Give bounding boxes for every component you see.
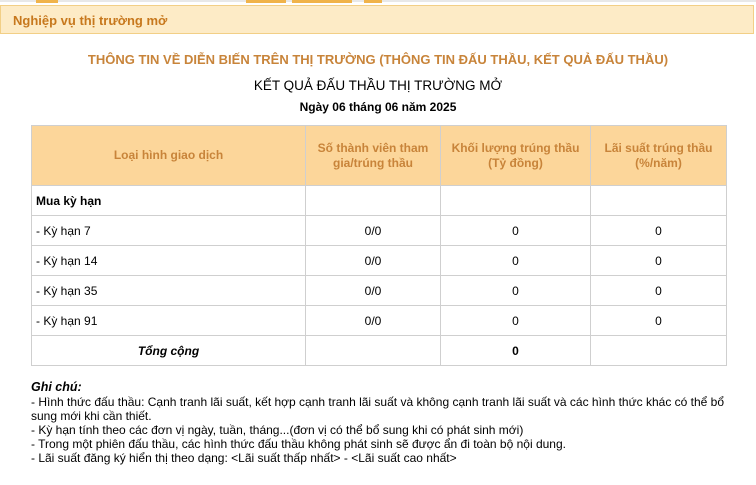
rate-value: 0 [591, 216, 727, 246]
table-cell-empty [306, 186, 441, 216]
category-label: Mua kỳ hạn [32, 186, 306, 216]
top-edge-accent [292, 0, 352, 3]
top-edge-accent [36, 0, 58, 3]
rate-value: 0 [591, 306, 727, 336]
note-line: - Lãi suất đăng ký hiển thị theo dạng: <Lãi suất thấp nhất> - <Lãi suất cao nhất> [31, 451, 457, 465]
rate-value: 0 [591, 246, 727, 276]
term-label: - Kỳ hạn 35 [32, 276, 306, 306]
table-cell-empty [591, 336, 727, 366]
page-subheading: KẾT QUẢ ĐẤU THẦU THỊ TRƯỜNG MỞ [253, 78, 503, 93]
volume-value: 0 [441, 246, 591, 276]
table-cell-empty [441, 186, 591, 216]
column-header-rate: Lãi suất trúng thầu (%/năm) [591, 126, 727, 186]
column-header-transaction-type: Loại hình giao dịch [32, 126, 306, 186]
note-line: - Kỳ hạn tính theo các đơn vị ngày, tuần, tháng...(đơn vị có thể bổ sung khi có phát sinh mới) [31, 423, 524, 437]
section-header [0, 5, 754, 34]
rate-value: 0 [591, 276, 727, 306]
members-value: 0/0 [306, 246, 441, 276]
term-label: - Kỳ hạn 7 [32, 216, 306, 246]
top-edge-accent [246, 0, 286, 3]
members-value: 0/0 [306, 306, 441, 336]
section-title: Nghiệp vụ thị trường mở [13, 13, 168, 28]
column-header-members: Số thành viên tham gia/trúng thầu [306, 126, 441, 186]
members-value: 0/0 [306, 276, 441, 306]
note-line: - Hình thức đấu thầu: Cạnh tranh lãi suất, kết hợp cạnh tranh lãi suất và không cạnh tranh lãi suất và các hình thức khác có thể bổ sung mới khi cần thiết. [31, 395, 725, 423]
auction-results-table [31, 125, 727, 366]
table-category-row [32, 186, 727, 216]
column-header-volume: Khối lượng trúng thầu (Tỷ đồng) [441, 126, 591, 186]
table-total-row [32, 336, 727, 366]
table-row [32, 246, 727, 276]
table-row [32, 216, 727, 246]
report-date: Ngày 06 tháng 06 năm 2025 [299, 100, 457, 114]
notes-title: Ghi chú: [31, 380, 82, 394]
table-cell-empty [591, 186, 727, 216]
table-row [32, 276, 727, 306]
notes-section [31, 380, 731, 465]
volume-value: 0 [441, 216, 591, 246]
table-header-row [32, 126, 727, 186]
top-edge-accent [364, 0, 382, 3]
top-edge-strip [0, 0, 756, 4]
table-cell-empty [306, 336, 441, 366]
table-row [32, 306, 727, 336]
members-value: 0/0 [306, 216, 441, 246]
volume-value: 0 [441, 276, 591, 306]
term-label: - Kỳ hạn 91 [32, 306, 306, 336]
term-label: - Kỳ hạn 14 [32, 246, 306, 276]
volume-value: 0 [441, 306, 591, 336]
page-heading: THÔNG TIN VỀ DIỄN BIẾN TRÊN THỊ TRƯỜNG (THÔNG TIN ĐẤU THẦU, KẾT QUẢ ĐẤU THẦU) [87, 52, 669, 67]
note-line: - Trong một phiên đấu thầu, các hình thức đấu thầu không phát sinh sẽ được ẩn đi toàn bộ nội dung. [31, 437, 566, 451]
total-volume-value: 0 [441, 336, 591, 366]
total-label: Tổng cộng [32, 336, 306, 366]
